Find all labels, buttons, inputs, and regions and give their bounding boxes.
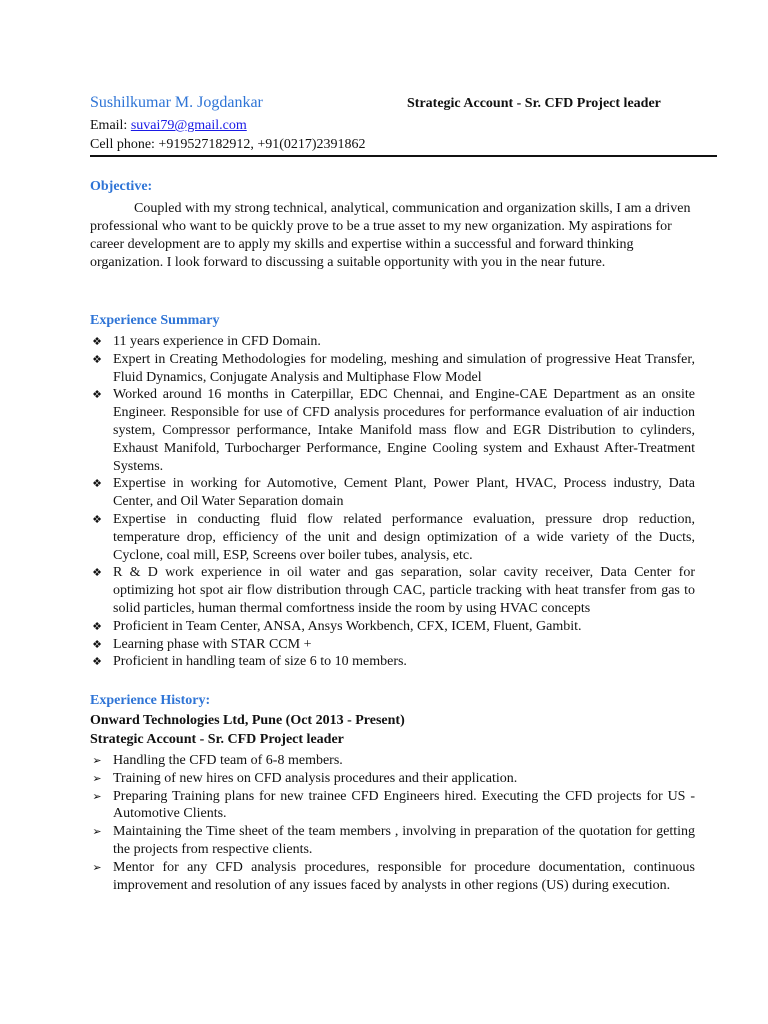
list-item [90, 823, 695, 859]
list-item [90, 564, 695, 617]
email-label: Email: [90, 118, 128, 133]
list-item [90, 788, 695, 824]
arrow-bullet-icon: ➢ [92, 771, 102, 785]
objective-text [90, 200, 694, 272]
list-item-text: Handling the CFD team of 6-8 members. [113, 753, 343, 768]
email-link[interactable]: suvai79@gmail.com [130, 118, 247, 133]
arrow-bullet-icon: ➢ [92, 754, 102, 767]
experience-history-list [90, 752, 695, 894]
list-item [90, 636, 695, 654]
list-item-text: Learning phase with STAR CCM + [113, 636, 312, 652]
list-item [90, 859, 695, 895]
arrow-bullet-icon: ➢ [92, 825, 102, 839]
list-item [90, 351, 695, 387]
diamond-bullet-icon: ❖ [92, 352, 102, 366]
list-item-text: Worked around 16 months in Caterpillar, EDC Chennai, and Engine-CAE Department as an onsite Engineer. Responsible for use of CFD analysis procedures for performance evaluation of air induction system, Compressor performance, Intake Manifold mass flow and EGR Distribution to cylinders, Exhaust Manifold, Turbocharger Performance, Engine Cooling system and Exhaust After-Treatment Systems. [113, 387, 695, 474]
list-item-text: Proficient in handling team of size 6 to 10 members. [113, 654, 407, 670]
header-divider [90, 155, 717, 157]
objective-paragraph: Coupled with my strong technical, analytical, communication and organization skills, I am a driven professional who want to be quickly prove to be a true asset to my new organization. My aspirations for career development are to apply my skills and expertise within a successful and forward thinking organization. I look forward to discussing a suitable opportunity with you in the near future. [90, 201, 691, 270]
list-item [90, 333, 695, 351]
company-line: Onward Technologies Ltd, Pune (Oct 2013 - Present) [90, 713, 405, 728]
diamond-bullet-icon: ❖ [92, 388, 102, 402]
list-item-text: Proficient in Team Center, ANSA, Ansys Workbench, CFX, ICEM, Fluent, Gambit. [113, 618, 582, 634]
list-item-text: Maintaining the Time sheet of the team members , involving in preparation of the quotation for getting the projects from respective clients. [113, 824, 695, 857]
list-item-text: R & D work experience in oil water and gas separation, solar cavity receiver, Data Center for optimizing hot spot air flow distribution through CAC, particle tracking with heat transfer from gas to solid particles, human thermal comfortness inside the room by using HVAC concepts [113, 565, 695, 616]
list-item-text: Expertise in working for Automotive, Cement Plant, Power Plant, HVAC, Process industry, Data Center, and Oil Water Separation domain [113, 476, 695, 510]
list-item [90, 618, 695, 636]
diamond-bullet-icon: ❖ [92, 566, 102, 580]
list-item [90, 653, 695, 671]
list-item-text: Expertise in conducting fluid flow related performance evaluation, pressure drop reduction, temperature drop, efficiency of the unit and design optimization of a wide variety of the Ducts, Cyclone, coal mill, ESP, Screens over boiler tubes, analysis, etc. [113, 511, 695, 563]
phone-line: Cell phone: +919527182912, +91(0217)2391862 [90, 137, 366, 152]
experience-summary-list [90, 333, 695, 671]
email-line [90, 118, 247, 134]
arrow-bullet-icon: ➢ [92, 789, 102, 803]
candidate-name: Sushilkumar M. Jogdankar [90, 94, 263, 111]
list-item-text: Training of new hires on CFD analysis procedures and their application. [113, 770, 518, 786]
list-item [90, 752, 695, 770]
experience-history-heading: Experience History: [90, 693, 211, 708]
diamond-bullet-icon: ❖ [92, 335, 102, 348]
list-item [90, 386, 695, 475]
list-item-text: Mentor for any CFD analysis procedures, responsible for procedure documentation, continuous improvement and resolution of any issues faced by analysts in other regions (US) during execution. [113, 859, 695, 893]
arrow-bullet-icon: ➢ [92, 860, 102, 874]
role-line: Strategic Account - Sr. CFD Project leader [90, 732, 344, 747]
list-item [90, 770, 695, 788]
diamond-bullet-icon: ❖ [92, 637, 102, 651]
list-item-text: Expert in Creating Methodologies for modeling, meshing and simulation of progressive Heat Transfer, Fluid Dynamics, Conjugate Analysis and Multiphase Flow Model [113, 351, 695, 385]
diamond-bullet-icon: ❖ [92, 477, 102, 491]
diamond-bullet-icon: ❖ [92, 655, 102, 669]
diamond-bullet-icon: ❖ [92, 619, 102, 633]
list-item-text: 11 years experience in CFD Domain. [113, 334, 321, 349]
position-title: Strategic Account - Sr. CFD Project leader [407, 96, 661, 111]
list-item [90, 511, 695, 564]
objective-heading: Objective: [90, 179, 153, 194]
list-item-text: Preparing Training plans for new trainee CFD Engineers hired. Executing the CFD projects for US - Automotive Clients. [113, 788, 695, 822]
list-item [90, 475, 695, 511]
experience-summary-heading: Experience Summary [90, 313, 220, 328]
diamond-bullet-icon: ❖ [92, 512, 102, 526]
